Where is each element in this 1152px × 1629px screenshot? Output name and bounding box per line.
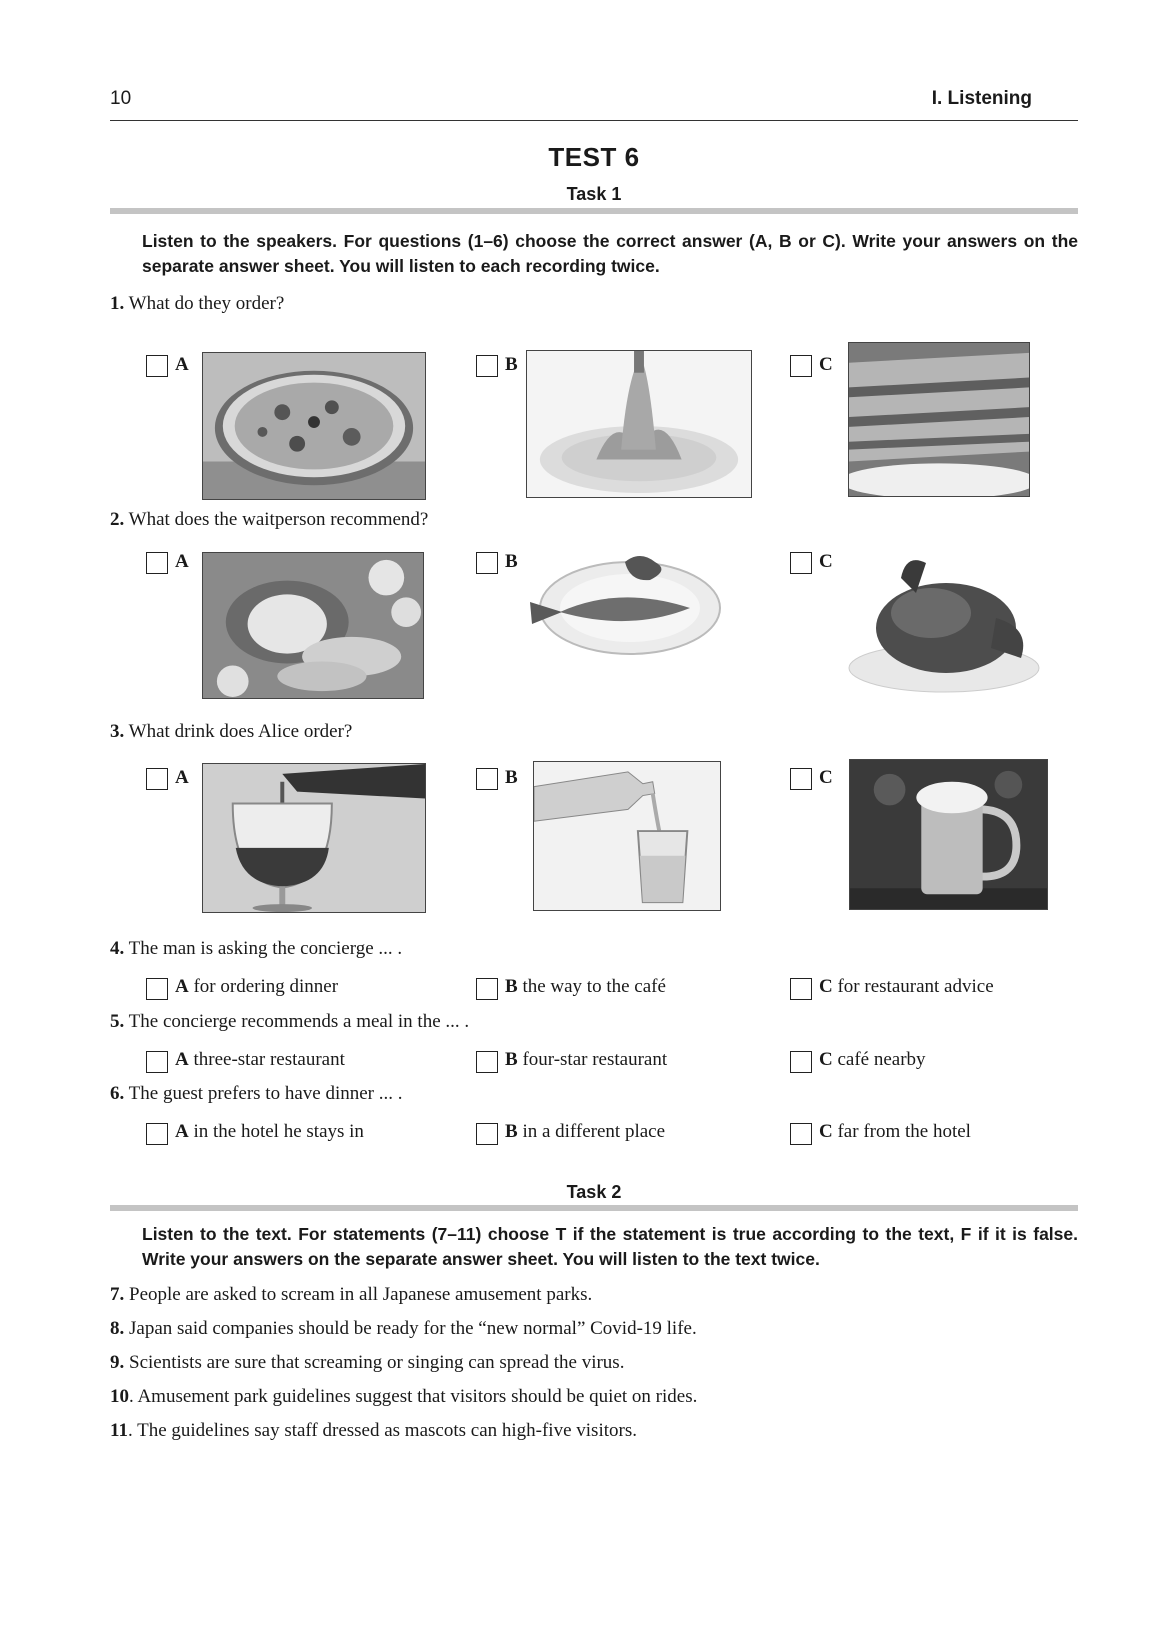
checkbox-q2-b[interactable] [476,552,498,574]
checkbox-q4-c[interactable] [790,978,812,1000]
option-q4-a [175,976,338,998]
option-text: café nearby [837,1049,926,1070]
lasagna-image[interactable] [848,342,1030,497]
option-q5-b [505,1049,667,1071]
checkbox-q4-a[interactable] [146,978,168,1000]
grilled-fish-image[interactable] [530,550,722,656]
checkbox-q3-b[interactable] [476,768,498,790]
option-q6-a [175,1121,364,1143]
checkbox-q4-b[interactable] [476,978,498,1000]
option-letter: B [505,767,518,788]
option-q6-c [819,1121,971,1143]
checkbox-q5-a[interactable] [146,1051,168,1073]
question-2 [110,509,428,531]
page-number: 10 [110,88,132,109]
header-rule [110,120,1078,121]
section-title: I. Listening [931,88,1032,109]
option-letter: B [505,976,518,997]
question-5 [110,1011,469,1033]
option-letter: B [505,354,518,375]
task2-instruction: Listen to the text. For statements (7–11) choose T if the statement is true according to the text, F if it is false. Write your answers on the separate answer sheet. You will listen to the text twice. [142,1224,1078,1269]
statement-10 [110,1386,697,1408]
checkbox-q1-a[interactable] [146,355,168,377]
question-number: 2. [110,509,125,530]
checkbox-q5-b[interactable] [476,1051,498,1073]
question-3 [110,721,352,743]
checkbox-q6-a[interactable] [146,1123,168,1145]
water-bottle-image[interactable] [533,761,721,911]
task1-title: Task 1 [566,184,622,204]
option-text: the way to the café [522,976,666,997]
option-text: for ordering dinner [193,976,339,997]
option-text: far from the hotel [837,1121,971,1142]
statement-number: 7. [110,1284,125,1305]
roast-chicken-image[interactable] [846,548,1042,694]
checkbox-q6-c[interactable] [790,1123,812,1145]
checkbox-q3-a[interactable] [146,768,168,790]
statement-9 [110,1352,624,1374]
wine-glass-image[interactable] [202,763,426,913]
question-4 [110,938,402,960]
option-text: in a different place [522,1121,666,1142]
question-6 [110,1083,403,1105]
option-text: four-star restaurant [522,1049,668,1070]
option-q4-c [819,976,994,998]
option-letter: C [819,1121,833,1142]
option-letter: C [819,767,833,788]
option-letter: A [175,354,189,375]
statement-text: . Amusement park guidelines suggest that visitors should be quiet on rides. [129,1386,698,1407]
roast-meat-image[interactable] [202,552,424,699]
task2-rule [110,1205,1078,1211]
statement-text: Japan said companies should be ready for the “new normal” Covid-19 life. [129,1318,697,1339]
option-q5-a [175,1049,345,1071]
spaghetti-image[interactable] [526,350,752,498]
option-letter: A [175,551,189,572]
task1-rule [110,208,1078,214]
question-text: The guest prefers to have dinner ... . [128,1083,403,1104]
task2-title: Task 2 [566,1182,622,1202]
option-q5-c [819,1049,926,1071]
beer-mug-image[interactable] [849,759,1048,910]
option-text: in the hotel he stays in [193,1121,364,1142]
statement-number: 11 [110,1420,128,1441]
question-number: 1. [110,293,125,314]
option-text: for restaurant advice [837,976,994,997]
option-text: three-star restaurant [193,1049,345,1070]
option-q6-b [505,1121,665,1143]
statement-number: 8. [110,1318,125,1339]
statement-7 [110,1284,592,1306]
question-number: 3. [110,721,125,742]
pizza-image[interactable] [202,352,426,500]
question-text: What drink does Alice order? [128,721,353,742]
checkbox-q2-a[interactable] [146,552,168,574]
question-number: 4. [110,938,125,959]
statement-text: . The guidelines say staff dressed as mascots can high-five visitors. [127,1420,637,1441]
checkbox-q1-c[interactable] [790,355,812,377]
question-text: The concierge recommends a meal in the ... . [128,1011,470,1032]
question-text: The man is asking the concierge ... . [128,938,403,959]
checkbox-q3-c[interactable] [790,768,812,790]
question-text: What does the waitperson recommend? [128,509,429,530]
statement-11 [110,1420,637,1442]
test-title: TEST 6 [548,142,640,172]
statement-8 [110,1318,697,1340]
statement-number: 10 [110,1386,129,1407]
checkbox-q6-b[interactable] [476,1123,498,1145]
option-letter: C [819,976,833,997]
option-letter: B [505,1121,518,1142]
option-letter: A [175,1121,189,1142]
option-letter: A [175,767,189,788]
question-1 [110,293,284,315]
checkbox-q5-c[interactable] [790,1051,812,1073]
checkbox-q1-b[interactable] [476,355,498,377]
question-number: 6. [110,1083,125,1104]
option-letter: C [819,1049,833,1070]
question-text: What do they order? [128,293,285,314]
checkbox-q2-c[interactable] [790,552,812,574]
option-q4-b [505,976,666,998]
statement-text: Scientists are sure that screaming or singing can spread the virus. [129,1352,625,1373]
question-number: 5. [110,1011,125,1032]
statement-text: People are asked to scream in all Japanese amusement parks. [129,1284,593,1305]
option-letter: A [175,976,189,997]
task1-instruction: Listen to the speakers. For questions (1–6) choose the correct answer (A, B or C). Write your answers on the separate answer sheet. You will listen to each recording twice. [142,231,1078,276]
option-letter: B [505,1049,518,1070]
option-letter: A [175,1049,189,1070]
statement-number: 9. [110,1352,125,1373]
option-letter: C [819,354,833,375]
option-letter: C [819,551,833,572]
option-letter: B [505,551,518,572]
